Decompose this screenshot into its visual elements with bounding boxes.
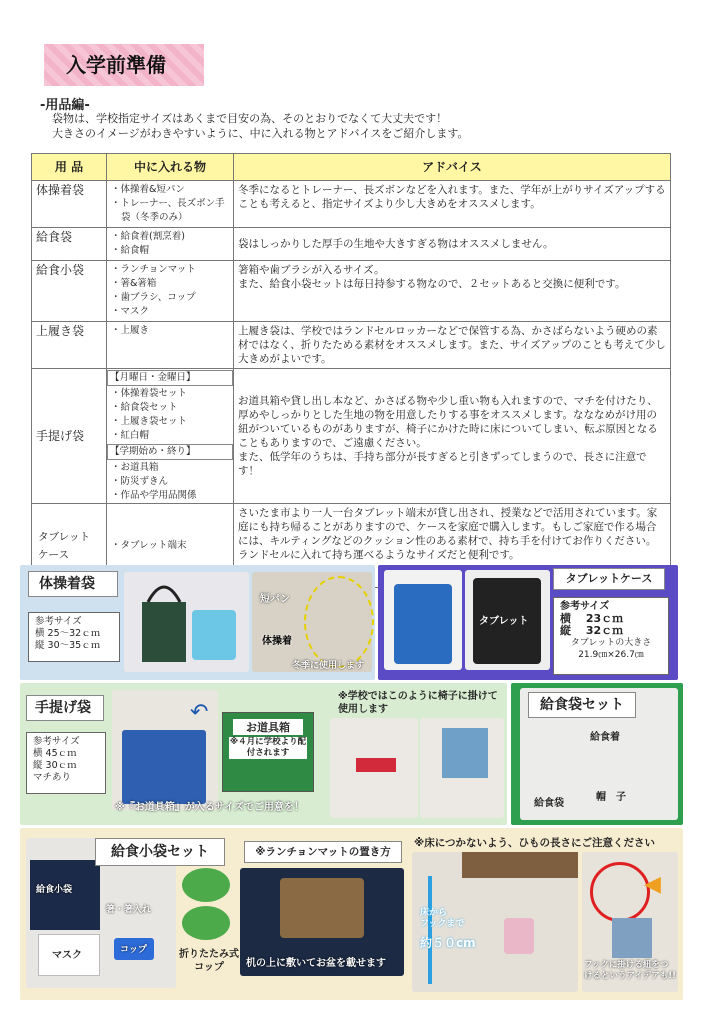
tag-mask: マスク: [52, 950, 82, 961]
contents-item: ・ 歯ブラシ、コップ: [121, 291, 229, 305]
chair-photo-1: [330, 718, 418, 818]
folding-cup-caption: 折りたたみ式 コップ: [179, 949, 239, 973]
tablet-size-value: 21.9㎝×26.7㎝: [578, 650, 644, 660]
supplies-table: [31, 153, 671, 588]
tablet-size-note: [553, 597, 669, 675]
contents-item: ・ 箸&箸箱: [121, 277, 229, 291]
chair-note: ※学校ではこのように椅子に掛けて使用します: [338, 691, 498, 715]
arrow-icon: ◀: [644, 872, 661, 897]
tag-lunch-bag: 給食袋: [534, 798, 564, 809]
size-width: 横 45ｃｍ: [33, 748, 77, 759]
gym-bag-size-note: [28, 612, 120, 662]
tag-cup: コップ: [120, 945, 147, 955]
item-cell: タブレットケース: [32, 504, 107, 588]
section-heading: -用品編-: [40, 98, 90, 113]
gym-bag-photo: [124, 572, 249, 672]
contents-cell: [107, 369, 234, 504]
size-title: 参考サイズ: [560, 601, 610, 612]
contents-item: ・ 紅白帽: [121, 429, 233, 443]
tool-box: [222, 712, 314, 792]
tote-bag-shape: [122, 730, 206, 804]
size-height: 縦 32ｃｍ: [560, 624, 624, 637]
highlight-circle-icon: [590, 862, 650, 922]
folding-cup-photo: [182, 868, 232, 950]
tag-small-bag: 給食小袋: [36, 885, 73, 895]
tool-box-note: ※４月に学校より配付されます: [229, 737, 307, 758]
tablet-case-photo-2: [465, 570, 550, 670]
contents-item: ・ ランチョンマット: [121, 263, 229, 277]
cup-icon: [182, 868, 230, 902]
hook-idea-caption: フックに掛ける紐をつけるというアイデアも!!: [584, 960, 676, 981]
floor-note: ※床につかないよう、ひもの長さにご注意ください: [414, 837, 655, 849]
size-height: 縦 30～35ｃｍ: [35, 640, 101, 651]
chair-bag: [442, 728, 488, 778]
tool-box-title: お道具箱: [233, 719, 303, 735]
header-contents: 中に入れる物: [107, 154, 234, 181]
table-row: [32, 228, 671, 261]
chair-photo-2: [420, 718, 504, 818]
advice-cell: さいたま市より一人一台タブレット端末が貸し出され、授業などで活用されています。家庭にも持ち帰ることがありますので、ケースを家庭で購入します。もしご家庭で作る場合には、キルティングなどのクッション性のある素材で、持ち手を付けてお作りください。ランドセルに入れて持ち運べるようなサイズだと便利です。: [234, 504, 671, 588]
item-cell: 体操着袋: [32, 181, 107, 228]
size-gusset: マチあり: [33, 772, 72, 783]
tablet-case-label: タブレットケース: [553, 568, 665, 590]
contents-item: ・ 防災ずきん: [121, 475, 233, 489]
contents-item: ・ 上履き袋セット: [121, 415, 233, 429]
tote-size-note: [26, 732, 106, 794]
advice-cell: 袋はしっかりした厚手の生地や大きすぎる物はオススメしません。: [234, 228, 671, 261]
group-label: 【学期始め・終り】: [107, 444, 233, 460]
item-cell: 給食袋: [32, 228, 107, 261]
size-title: 参考サイズ: [35, 616, 82, 627]
tag-coat: 給食着: [590, 732, 620, 743]
cup-icon: [182, 906, 230, 940]
contents-cell: [107, 322, 234, 369]
table-row: [32, 322, 671, 369]
contents-item: ・ お道具箱: [121, 461, 233, 475]
chair-seat: [356, 758, 396, 772]
winter-circle-icon: [304, 576, 374, 668]
contents-item: ・ マスク: [121, 305, 229, 319]
contents-cell: [107, 181, 234, 228]
contents-item: ・ 給食着(割烹着): [121, 230, 229, 244]
table-row: [32, 181, 671, 228]
mat-photo: [240, 868, 404, 976]
page-title: 入学前準備: [44, 44, 204, 86]
tag-chopsticks: 箸・箸入れ: [106, 905, 152, 915]
tag-winter: 冬季に使用します: [292, 661, 365, 671]
gym-bag-label: 体操着袋: [28, 571, 118, 597]
header-item: 用 品: [32, 154, 107, 181]
mat-caption: 机の上に敷いてお盆を載せます: [246, 958, 386, 969]
contents-item: ・ トレーナー、長ズボン手袋（冬季のみ）: [121, 197, 229, 225]
hanging-bag: [504, 918, 534, 954]
advice-cell: 箸箱や歯ブラシが入るサイズ。 また、給食小袋セットは毎日持参する物なので、２セットあると交換に便利です。: [234, 261, 671, 322]
desk-hook-photo: [412, 852, 578, 992]
contents-item: ・ 体操着&短パン: [121, 183, 229, 197]
contents-cell: [107, 261, 234, 322]
tag-tablet: タブレット: [479, 616, 529, 627]
intro-line-1: 袋物は、学校指定サイズはあくまで目安の為、そのとおりでなくて大丈夫です！: [52, 112, 448, 125]
bags-illustration: [124, 572, 249, 672]
floor-from-text: 床から フックまで: [420, 908, 465, 929]
contents-item: ・ 体操着袋セット: [121, 387, 233, 401]
hook-bag: [612, 918, 652, 958]
table-row: [32, 369, 671, 504]
header-advice: アドバイス: [234, 154, 671, 181]
desk-shape: [462, 852, 578, 878]
advice-cell: 冬季になるとトレーナー、長ズボンなどを入れます。また、学年が上がりサイズアップすることも考えると、指定サイズより少し大きめをオススメします。: [234, 181, 671, 228]
size-height: 縦 30ｃｍ: [33, 760, 77, 771]
tag-cap: 帽 子: [596, 792, 626, 803]
contents-cell: [107, 228, 234, 261]
small-bag-label: 給食小袋セット: [95, 838, 225, 866]
lunch-bag-label: 給食袋セット: [528, 692, 636, 718]
mat-label: ※ランチョンマットの置き方: [244, 841, 402, 863]
contents-item: ・ 給食帽: [121, 244, 229, 258]
measure-arrow-icon: [428, 876, 432, 984]
item-cell: 手提げ袋: [32, 369, 107, 504]
gym-clothes-photo: [252, 572, 372, 672]
blue-case-shape: [394, 584, 452, 664]
tote-bag-label: 手提げ袋: [26, 695, 104, 721]
advice-cell: お道具箱や貸し出し本など、かさばる物や少し重い物も入れますので、マチを付けたり、厚めやしっかりとした生地の物を用意したりする事をオススメします。なななめがけ用の紐がついているものがありますが、椅子にかけた時に床についてしまい、転ぶ原因となることもありますので、ご遠慮ください。 また、低学年のうちは、手持ち部分が長すぎると引きずってしまうので、長さに注意です！: [234, 369, 671, 504]
hook-idea-photo: [582, 852, 678, 992]
contents-item: ・ タブレット端末: [121, 539, 229, 553]
contents-item: ・ 給食袋セット: [121, 401, 233, 415]
group-label: 【月曜日・金曜日】: [107, 370, 233, 386]
tray-shape: [280, 878, 364, 938]
size-width: 横 23ｃｍ: [560, 612, 624, 625]
intro-line-2: 大きさのイメージがわきやすいように、中に入れる物とアドバイスをご紹介します。: [52, 127, 469, 140]
item-cell: 上履き袋: [32, 322, 107, 369]
contents-item: ・ 上履き: [121, 324, 229, 338]
advice-cell: 上履き袋は、学校ではランドセルロッカーなどで保管する為、かさばらないよう硬めの素材ではなく、折りたためる素材をオススメします。また、サイズアップのことも考えて少し大きめがよいです。: [234, 322, 671, 369]
small-bag-shape: [30, 860, 100, 930]
size-title: 参考サイズ: [33, 736, 80, 747]
item-cell: 給食小袋: [32, 261, 107, 322]
contents-item: ・ 作品や学用品関係: [121, 489, 233, 503]
size-width: 横 25～32ｃｍ: [35, 628, 101, 639]
floor-distance: 約５０cm: [420, 936, 476, 950]
tote-caption: ※『お道具箱』が入るサイズでご用意を！: [115, 802, 304, 813]
tablet-case-photo-1: [384, 570, 462, 670]
tag-shortpants: 短パン: [260, 594, 290, 605]
curved-arrow-icon: ↶: [190, 700, 209, 725]
table-row: [32, 261, 671, 322]
intro-text: [52, 111, 468, 141]
tablet-size-caption: タブレットの大きさ: [570, 638, 652, 648]
tag-gym: 体操着: [262, 636, 292, 647]
